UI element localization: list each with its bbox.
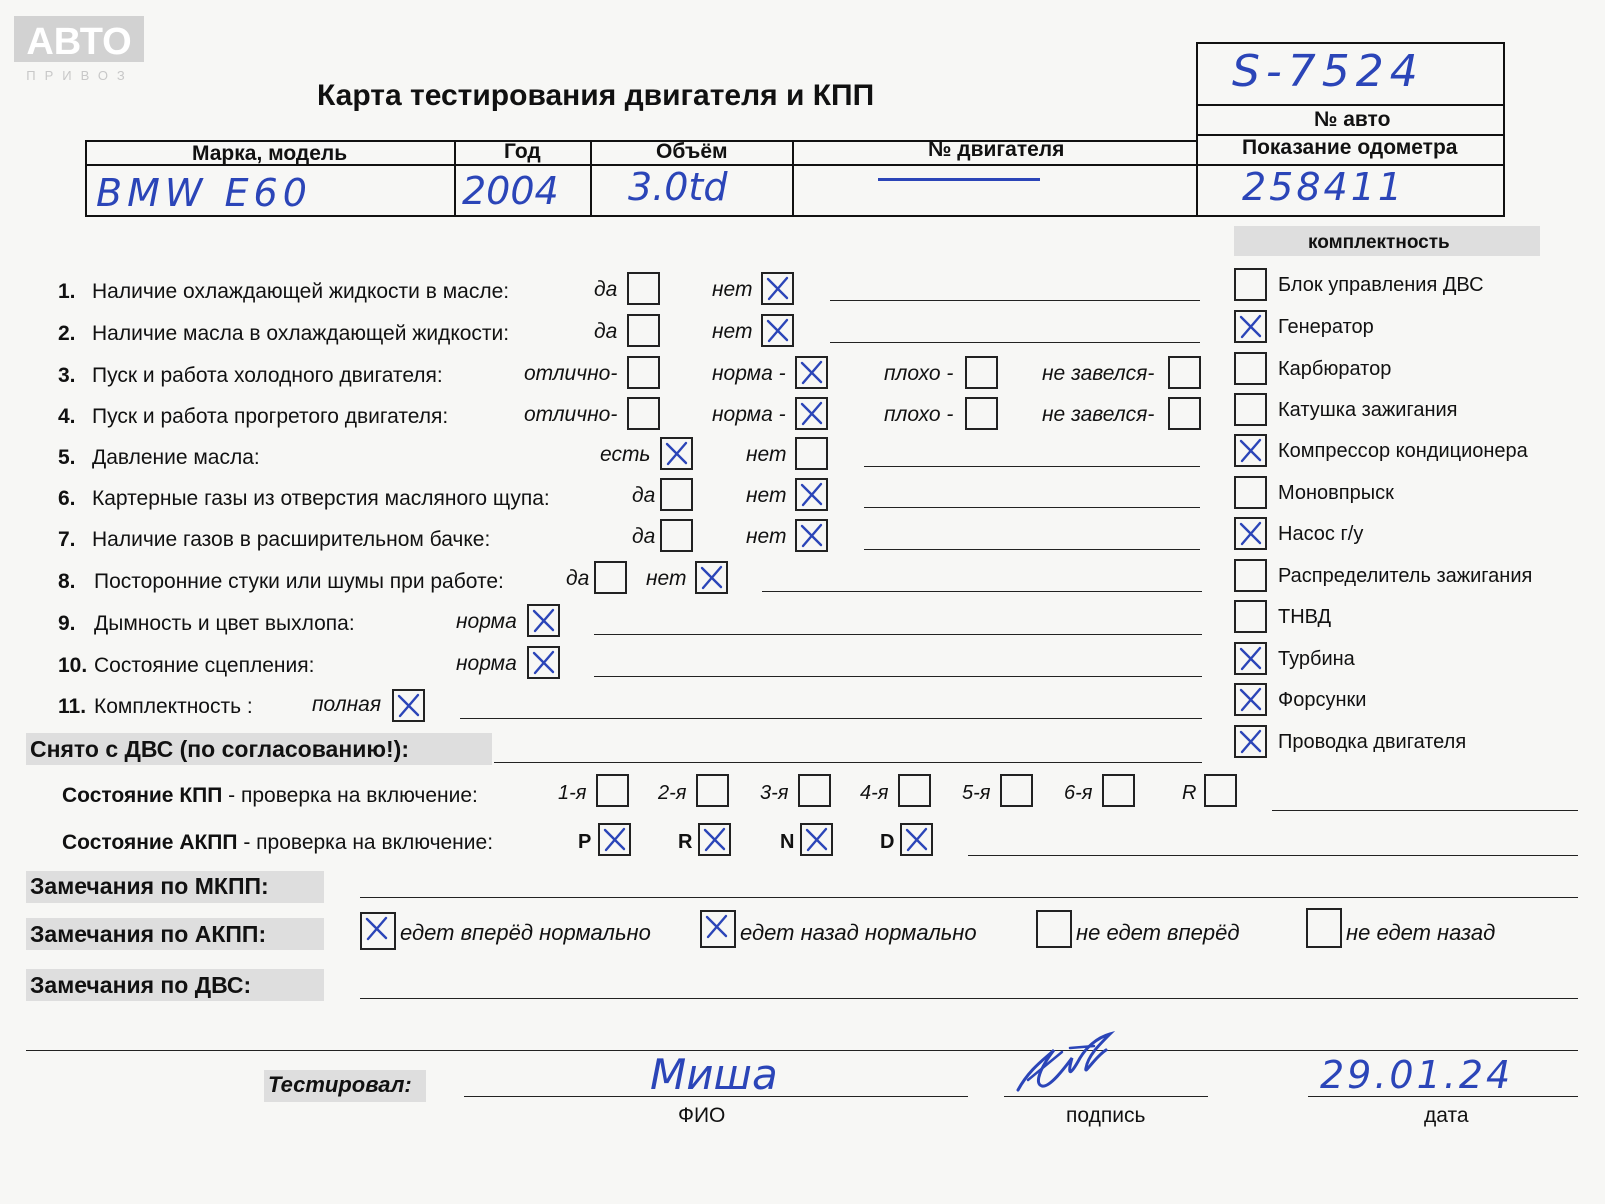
q4-bad-label: плохо - bbox=[884, 403, 954, 426]
x-mark-icon bbox=[795, 356, 828, 389]
q10-normal-checkbox[interactable] bbox=[527, 646, 560, 679]
q5-note-line bbox=[864, 466, 1200, 467]
completeness-checkbox[interactable] bbox=[1234, 683, 1267, 716]
q8-text: Посторонние стуки или шумы при работе: bbox=[94, 570, 504, 593]
remarks-extra-line bbox=[26, 1050, 1578, 1051]
completeness-checkbox[interactable] bbox=[1234, 517, 1267, 550]
q1-yes-label: да bbox=[594, 278, 618, 301]
table-border bbox=[85, 140, 87, 217]
q6-text: Картерные газы из отверстия масляного щупа: bbox=[92, 487, 550, 510]
engine-no-value bbox=[878, 164, 1040, 181]
q1-no-label: нет bbox=[712, 278, 753, 301]
x-mark-icon bbox=[1234, 642, 1267, 675]
completeness-checkbox[interactable] bbox=[1234, 310, 1267, 343]
q4-nostart-label: не завелся- bbox=[1042, 403, 1155, 426]
make-label: Марка, модель bbox=[192, 142, 348, 165]
q3-number: 3. bbox=[58, 364, 76, 387]
q7-no-label: нет bbox=[746, 525, 787, 548]
kpp-gear-label: 4-я bbox=[860, 782, 889, 804]
x-mark-icon bbox=[698, 823, 731, 856]
x-mark-icon bbox=[598, 823, 631, 856]
signature-icon bbox=[1010, 1028, 1120, 1098]
completeness-checkbox[interactable] bbox=[1234, 725, 1267, 758]
table-border bbox=[85, 215, 1505, 217]
kpp-gear-checkbox[interactable] bbox=[696, 774, 729, 807]
q4-bad-checkbox[interactable] bbox=[965, 397, 998, 430]
q7-text: Наличие газов в расширительном бачке: bbox=[92, 528, 491, 551]
x-mark-icon bbox=[660, 437, 693, 470]
akpp-note-line bbox=[968, 855, 1578, 856]
q3-bad-checkbox[interactable] bbox=[965, 356, 998, 389]
q8-yes-checkbox[interactable] bbox=[594, 561, 627, 594]
q4-normal-label: норма - bbox=[712, 403, 786, 426]
odometer-value: 258411 bbox=[1242, 165, 1406, 209]
year-value: 2004 bbox=[462, 169, 559, 213]
remarks-akpp-label: Замечания по АКПП: bbox=[30, 921, 267, 947]
q2-text: Наличие масла в охлаждающей жидкости: bbox=[92, 322, 510, 345]
rev-no-label: не едет назад bbox=[1346, 920, 1496, 945]
completeness-item-label: Блок управления ДВС bbox=[1278, 274, 1484, 296]
q7-note-line bbox=[864, 549, 1200, 550]
q7-yes-label: да bbox=[632, 525, 656, 548]
x-mark-icon bbox=[527, 604, 560, 637]
odometer-label: Показание одометра bbox=[1242, 136, 1458, 159]
q4-excellent-checkbox[interactable] bbox=[627, 397, 660, 430]
q6-yes-checkbox[interactable] bbox=[660, 478, 693, 511]
q5-text: Давление масла: bbox=[92, 446, 260, 469]
completeness-item-label: Компрессор кондиционера bbox=[1278, 440, 1528, 462]
q1-yes-checkbox[interactable] bbox=[627, 272, 660, 305]
kpp-gear-checkbox[interactable] bbox=[798, 774, 831, 807]
q3-normal-label: норма - bbox=[712, 362, 786, 385]
akpp-title: Состояние АКПП bbox=[62, 831, 238, 854]
q5-no-label: нет bbox=[746, 443, 787, 466]
divider bbox=[1196, 104, 1505, 106]
rev-no-checkbox[interactable] bbox=[1306, 908, 1342, 948]
q6-note-line bbox=[864, 507, 1200, 508]
fio-label: ФИО bbox=[678, 1104, 726, 1127]
q8-note-line bbox=[762, 591, 1202, 592]
q8-number: 8. bbox=[58, 570, 76, 593]
avtoprivoz-logo bbox=[14, 16, 150, 86]
fwd-no-label: не едет вперёд bbox=[1076, 920, 1240, 945]
akpp-gear-label: N bbox=[780, 831, 795, 853]
q11-full-label: полная bbox=[312, 693, 382, 716]
kpp-gear-checkbox[interactable] bbox=[596, 774, 629, 807]
remarks-mkpp-label: Замечания по МКПП: bbox=[30, 873, 269, 899]
x-mark-icon bbox=[1234, 725, 1267, 758]
akpp-gear-checkbox[interactable] bbox=[598, 823, 631, 856]
svg-text:АВТО: АВТО bbox=[26, 21, 132, 63]
divider bbox=[1196, 42, 1198, 216]
x-mark-icon bbox=[1234, 517, 1267, 550]
completeness-item-label: Турбина bbox=[1278, 648, 1355, 670]
q4-text: Пуск и работа прогретого двигателя: bbox=[92, 405, 449, 428]
x-mark-icon bbox=[800, 823, 833, 856]
akpp-label bbox=[62, 831, 493, 855]
x-mark-icon bbox=[795, 519, 828, 552]
kpp-gear-checkbox[interactable] bbox=[1000, 774, 1033, 807]
akpp-gear-checkbox[interactable] bbox=[900, 823, 933, 856]
make-value: BMW E60 bbox=[96, 171, 312, 215]
completeness-checkbox[interactable] bbox=[1234, 600, 1267, 633]
fwd-no-checkbox[interactable] bbox=[1036, 910, 1072, 948]
q8-yes-label: да bbox=[566, 567, 590, 590]
x-mark-icon bbox=[392, 689, 425, 722]
completeness-checkbox[interactable] bbox=[1234, 642, 1267, 675]
x-mark-icon bbox=[1234, 683, 1267, 716]
q5-no-checkbox[interactable] bbox=[795, 437, 828, 470]
kpp-text: - проверка на включение: bbox=[222, 784, 478, 807]
q7-no-checkbox[interactable] bbox=[795, 519, 828, 552]
x-mark-icon bbox=[795, 397, 828, 430]
kpp-label bbox=[62, 784, 478, 808]
completeness-checkbox[interactable] bbox=[1234, 352, 1267, 385]
q3-nostart-label: не завелся- bbox=[1042, 362, 1155, 385]
completeness-item-label: Карбюратор bbox=[1278, 358, 1392, 380]
q11-number: 11. bbox=[58, 695, 87, 718]
q6-yes-label: да bbox=[632, 484, 656, 507]
q4-nostart-checkbox[interactable] bbox=[1168, 397, 1201, 430]
document-title: Карта тестирования двигателя и КПП bbox=[317, 79, 875, 112]
divider bbox=[1196, 42, 1505, 44]
kpp-gear-label: R bbox=[1182, 782, 1197, 804]
kpp-gear-checkbox[interactable] bbox=[1102, 774, 1135, 807]
x-mark-icon bbox=[527, 646, 560, 679]
x-mark-icon bbox=[695, 561, 728, 594]
removed-line bbox=[494, 762, 1202, 763]
q3-nostart-checkbox[interactable] bbox=[1168, 356, 1201, 389]
completeness-checkbox[interactable] bbox=[1234, 559, 1267, 592]
completeness-checkbox[interactable] bbox=[1234, 268, 1267, 301]
q9-note-line bbox=[594, 634, 1202, 635]
q9-text: Дымность и цвет выхлопа: bbox=[94, 612, 355, 635]
x-mark-icon bbox=[700, 910, 733, 943]
volume-label: Объём bbox=[656, 140, 728, 163]
q2-number: 2. bbox=[58, 322, 76, 345]
kpp-gear-checkbox[interactable] bbox=[898, 774, 931, 807]
q5-yes-label: есть bbox=[600, 443, 651, 466]
q11-text: Комплектность : bbox=[94, 695, 253, 718]
q6-no-checkbox[interactable] bbox=[795, 478, 828, 511]
fwd-ok-label: едет вперёд нормально bbox=[400, 920, 651, 945]
kpp-title: Состояние КПП bbox=[62, 784, 223, 807]
q8-no-label: нет bbox=[646, 567, 687, 590]
q2-no-label: нет bbox=[712, 320, 753, 343]
year-label: Год bbox=[504, 140, 541, 163]
date-label: дата bbox=[1424, 1104, 1469, 1127]
completeness-item-label: Моновпрыск bbox=[1278, 482, 1394, 504]
q2-note-line bbox=[830, 342, 1200, 343]
remarks-dvs-label: Замечания по ДВС: bbox=[30, 972, 252, 998]
q5-number: 5. bbox=[58, 446, 76, 469]
engine-no-label: № двигателя bbox=[928, 138, 1065, 161]
date-value: 29.01.24 bbox=[1320, 1053, 1514, 1097]
x-mark-icon bbox=[761, 272, 794, 305]
q6-number: 6. bbox=[58, 487, 76, 510]
q5-yes-checkbox[interactable] bbox=[660, 437, 693, 470]
x-mark-icon bbox=[795, 478, 828, 511]
q9-normal-checkbox[interactable] bbox=[527, 604, 560, 637]
removed-label: Снято с ДВС (по согласованию!): bbox=[30, 736, 409, 762]
q10-text: Состояние сцепления: bbox=[94, 654, 315, 677]
q10-note-line bbox=[594, 676, 1202, 677]
akpp-gear-label: P bbox=[578, 831, 592, 853]
volume-value: 3.0td bbox=[628, 165, 728, 209]
car-number-value: S-7524 bbox=[1232, 46, 1424, 97]
q3-text: Пуск и работа холодного двигателя: bbox=[92, 364, 443, 387]
q7-number: 7. bbox=[58, 528, 76, 551]
table-border bbox=[454, 140, 456, 217]
table-border bbox=[792, 140, 794, 217]
completeness-item-label: Форсунки bbox=[1278, 689, 1367, 711]
q1-no-checkbox[interactable] bbox=[761, 272, 794, 305]
kpp-gear-checkbox[interactable] bbox=[1204, 774, 1237, 807]
x-mark-icon bbox=[360, 912, 393, 945]
q8-no-checkbox[interactable] bbox=[695, 561, 728, 594]
q3-bad-label: плохо - bbox=[884, 362, 954, 385]
q10-normal-label: норма bbox=[456, 652, 517, 675]
q7-yes-checkbox[interactable] bbox=[660, 519, 693, 552]
q11-full-checkbox[interactable] bbox=[392, 689, 425, 722]
car-number-label: № авто bbox=[1314, 108, 1391, 131]
q1-number: 1. bbox=[58, 280, 76, 303]
rev-ok-label: едет назад нормально bbox=[740, 920, 977, 945]
completeness-item-label: Насос г/у bbox=[1278, 523, 1364, 545]
q3-excellent-label: отлично- bbox=[524, 362, 618, 385]
akpp-text: - проверка на включение: bbox=[237, 831, 494, 854]
q10-number: 10. bbox=[58, 654, 88, 677]
x-mark-icon bbox=[1234, 310, 1267, 343]
fwd-ok-checkbox[interactable] bbox=[360, 912, 396, 950]
rev-ok-checkbox[interactable] bbox=[700, 910, 736, 948]
tested-label: Тестировал: bbox=[268, 1072, 412, 1097]
x-mark-icon bbox=[761, 314, 794, 347]
kpp-gear-label: 6-я bbox=[1064, 782, 1093, 804]
q6-no-label: нет bbox=[746, 484, 787, 507]
completeness-item-label: Генератор bbox=[1278, 316, 1374, 338]
completeness-item-label: Распределитель зажигания bbox=[1278, 565, 1533, 587]
q3-excellent-checkbox[interactable] bbox=[627, 356, 660, 389]
kpp-note-line bbox=[1272, 810, 1578, 811]
completeness-checkbox[interactable] bbox=[1234, 393, 1267, 426]
q3-normal-checkbox[interactable] bbox=[795, 356, 828, 389]
kpp-gear-label: 3-я bbox=[760, 782, 789, 804]
divider bbox=[1503, 42, 1505, 216]
table-border bbox=[590, 140, 592, 217]
x-mark-icon bbox=[900, 823, 933, 856]
akpp-gear-label: D bbox=[880, 831, 895, 853]
q1-note-line bbox=[830, 300, 1200, 301]
completeness-item-label: Катушка зажигания bbox=[1278, 399, 1458, 421]
tester-name: Миша bbox=[650, 1050, 778, 1099]
kpp-gear-label: 1-я bbox=[558, 782, 587, 804]
completeness-title: комплектность bbox=[1308, 232, 1450, 253]
kpp-gear-label: 5-я bbox=[962, 782, 991, 804]
q4-excellent-label: отлично- bbox=[524, 403, 618, 426]
remarks-dvs-line bbox=[360, 998, 1578, 999]
completeness-checkbox[interactable] bbox=[1234, 434, 1267, 467]
akpp-gear-checkbox[interactable] bbox=[698, 823, 731, 856]
akpp-gear-label: R bbox=[678, 831, 693, 853]
q2-yes-checkbox[interactable] bbox=[627, 314, 660, 347]
completeness-checkbox[interactable] bbox=[1234, 476, 1267, 509]
akpp-gear-checkbox[interactable] bbox=[800, 823, 833, 856]
q2-no-checkbox[interactable] bbox=[761, 314, 794, 347]
q1-text: Наличие охлаждающей жидкости в масле: bbox=[92, 280, 510, 303]
kpp-gear-label: 2-я bbox=[658, 782, 687, 804]
q2-yes-label: да bbox=[594, 320, 618, 343]
q4-normal-checkbox[interactable] bbox=[795, 397, 828, 430]
q11-note-line bbox=[460, 718, 1202, 719]
svg-text:ПРИВОЗ: ПРИВОЗ bbox=[26, 68, 134, 83]
completeness-item-label: Проводка двигателя bbox=[1278, 731, 1467, 753]
remarks-mkpp-line bbox=[360, 897, 1578, 898]
q9-number: 9. bbox=[58, 612, 76, 635]
signature-label: подпись bbox=[1066, 1104, 1146, 1127]
x-mark-icon bbox=[1234, 434, 1267, 467]
q4-number: 4. bbox=[58, 405, 76, 428]
q9-normal-label: норма bbox=[456, 610, 517, 633]
completeness-item-label: ТНВД bbox=[1278, 606, 1332, 628]
